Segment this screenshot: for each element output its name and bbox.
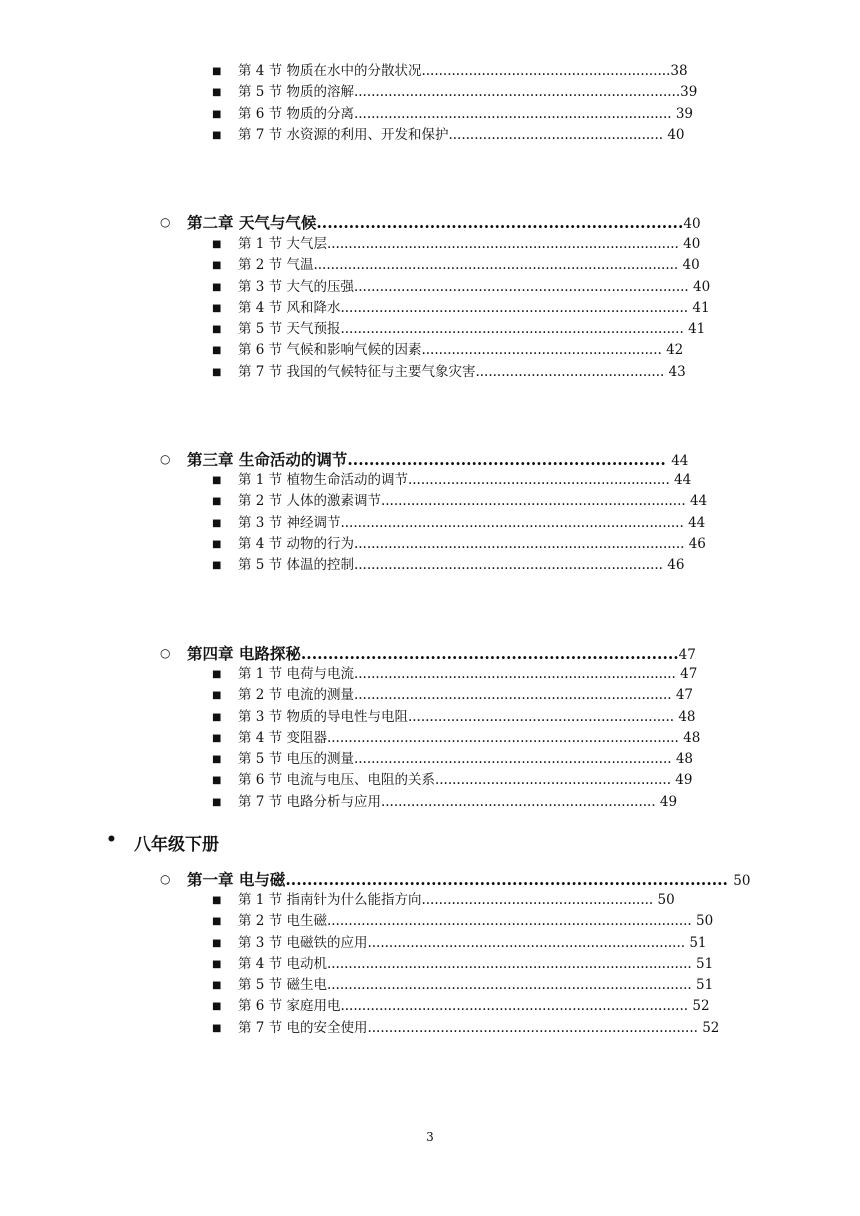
entry-page: 40 <box>683 236 701 252</box>
entry-page: 47 <box>675 687 694 704</box>
entry-title: 第 3 节 物质的导电性与电阻 <box>238 708 408 725</box>
toc-entry[interactable] <box>0 61 860 82</box>
square-bullet-icon: ■ <box>212 690 222 702</box>
toc-entry[interactable] <box>0 513 860 534</box>
square-bullet-icon: ■ <box>212 1022 222 1034</box>
square-bullet-icon: ■ <box>212 475 222 486</box>
chapter-title: 第三章 生命活动的调节 <box>187 450 348 469</box>
entry-title: 第 4 节 风和降水 <box>238 299 341 316</box>
chapter-block <box>0 867 860 892</box>
square-bullet-icon: ■ <box>212 895 222 906</box>
leader-dots: ................................................................................ <box>340 321 689 338</box>
entry-page: 39 <box>675 105 694 122</box>
chapter-page: 50 <box>733 873 751 889</box>
entry-page: 40 <box>682 257 700 274</box>
entry-page: 39 <box>680 84 698 101</box>
entry-title: 第 3 节 电磁铁的应用 <box>238 934 368 951</box>
entry-title: 第 4 节 变阻器 <box>238 729 327 746</box>
entry-page: 46 <box>667 557 685 574</box>
entry-page: 49 <box>659 793 678 810</box>
toc-entry[interactable] <box>0 792 860 813</box>
toc-entry[interactable] <box>0 749 860 770</box>
square-bullet-icon: ■ <box>212 937 222 949</box>
entry-page: 51 <box>696 955 714 972</box>
entry-title: 第 5 节 物质的溶解 <box>238 84 354 101</box>
entry-page: 40 <box>667 126 685 143</box>
leader-dots: .................................................................... <box>316 213 684 232</box>
entry-page: 44 <box>674 472 692 488</box>
leader-dots: ............................................................................ <box>353 84 681 101</box>
leader-dots: ....................................................................... <box>380 493 690 510</box>
square-bullet-icon: ■ <box>212 796 222 808</box>
page-number: 3 <box>426 1130 434 1144</box>
square-bullet-icon: ■ <box>212 129 222 141</box>
leader-dots: ...................................................................... <box>300 644 679 663</box>
leader-dots: ...................................................... <box>421 892 658 908</box>
chapter-page: 47 <box>678 647 696 663</box>
circle-bullet-icon: ○ <box>160 872 171 886</box>
circle-bullet-icon: ○ <box>160 646 171 660</box>
section-list-3 <box>0 470 860 576</box>
leader-dots: ..................................................................................... <box>313 257 683 274</box>
square-bullet-icon: ■ <box>212 754 222 766</box>
square-bullet-icon: ■ <box>212 560 222 572</box>
entry-title: 第 5 节 电压的测量 <box>238 751 354 768</box>
chapter-entry[interactable] <box>0 867 860 892</box>
toc-entry[interactable] <box>0 996 860 1017</box>
square-bullet-icon: ■ <box>212 324 222 336</box>
toc-entry[interactable] <box>0 234 860 255</box>
leader-dots: .............................................................................. <box>353 278 693 295</box>
entry-title: 第 1 节 指南针为什么能指方向 <box>238 892 422 908</box>
leader-dots: ........................................................ <box>421 342 667 359</box>
entry-title: 第 6 节 电流与电压、电阻的关系 <box>238 772 435 789</box>
entry-title: 第 3 节 大气的压强 <box>238 278 354 295</box>
square-bullet-icon: ■ <box>212 108 222 120</box>
toc-entry[interactable] <box>0 685 860 706</box>
entry-title: 第 5 节 体温的控制 <box>238 557 354 574</box>
toc-entry[interactable] <box>0 975 860 996</box>
square-bullet-icon: ■ <box>212 260 222 272</box>
circle-bullet-icon: ○ <box>160 215 171 229</box>
leader-dots: .......................................................................... <box>367 934 690 951</box>
toc-entry[interactable] <box>0 104 860 125</box>
leader-dots: .......................................................... <box>421 63 671 79</box>
square-bullet-icon: ■ <box>212 87 222 99</box>
entry-page: 49 <box>675 772 693 789</box>
entry-page: 40 <box>692 278 711 295</box>
toc-entry[interactable] <box>0 491 860 512</box>
square-bullet-icon: ■ <box>212 1001 222 1013</box>
circle-bullet-icon: ○ <box>160 452 171 466</box>
square-bullet-icon: ■ <box>212 517 222 529</box>
chapter-block <box>0 447 860 472</box>
entry-page: 38 <box>670 63 688 79</box>
entry-page: 52 <box>692 998 710 1015</box>
entry-title: 第 2 节 气温 <box>238 257 314 274</box>
leader-dots: ............................................................................. <box>353 535 689 552</box>
square-bullet-icon: ■ <box>212 732 222 744</box>
entry-title: 第 1 节 电荷与电流 <box>238 666 354 682</box>
toc-entry[interactable] <box>0 933 860 954</box>
square-bullet-icon: ■ <box>212 916 222 928</box>
square-bullet-icon: ■ <box>212 66 222 77</box>
entry-title: 第 6 节 气候和影响气候的因素 <box>238 342 422 359</box>
leader-dots: .................................................. <box>448 126 668 143</box>
square-bullet-icon: ■ <box>212 302 222 314</box>
toc-entry[interactable] <box>0 362 860 383</box>
entry-page: 48 <box>683 729 701 746</box>
square-bullet-icon: ■ <box>212 538 222 550</box>
toc-entry[interactable] <box>0 277 860 298</box>
section-list-4 <box>0 664 860 813</box>
toc-entry[interactable] <box>0 470 860 491</box>
entry-page: 44 <box>688 514 706 531</box>
toc-entry[interactable] <box>0 255 860 276</box>
toc-entry[interactable] <box>0 1018 860 1039</box>
toc-entry[interactable] <box>0 954 860 975</box>
section-list-5 <box>0 890 860 1039</box>
entry-page: 50 <box>696 913 714 930</box>
square-bullet-icon: ■ <box>212 345 222 357</box>
entry-page: 51 <box>696 977 714 994</box>
entry-page: 42 <box>666 342 684 359</box>
leader-dots: ........................................................... <box>347 450 672 469</box>
chapter-entry[interactable] <box>0 447 860 472</box>
leader-dots: ................................................................................. <box>340 998 693 1015</box>
square-bullet-icon: ■ <box>212 980 222 992</box>
toc-entry[interactable] <box>0 728 860 749</box>
disc-bullet-icon: • <box>106 830 117 850</box>
entry-page: 43 <box>668 363 686 380</box>
grade-title: 八年级下册 <box>134 835 219 855</box>
chapter-title: 第一章 电与磁 <box>187 870 286 889</box>
square-bullet-icon: ■ <box>212 669 222 680</box>
entry-page: 46 <box>688 535 706 552</box>
leader-dots: ..................................................................................... <box>326 955 697 972</box>
leader-dots: ............................................................. <box>407 472 675 488</box>
entry-title: 第 5 节 天气预报 <box>238 321 341 338</box>
entry-title: 第 2 节 电生磁 <box>238 913 327 930</box>
leader-dots: ................................................................................. <box>340 299 693 316</box>
section-list-1 <box>0 61 860 146</box>
square-bullet-icon: ■ <box>212 366 222 378</box>
entry-page: 50 <box>657 892 675 908</box>
toc-entry[interactable] <box>0 125 860 146</box>
square-bullet-icon: ■ <box>212 775 222 787</box>
leader-dots: .......................................................................... <box>353 687 676 704</box>
entry-page: 44 <box>689 493 708 510</box>
entry-page: 48 <box>678 708 696 725</box>
toc-entry[interactable] <box>0 298 860 319</box>
entry-title: 第 6 节 家庭用电 <box>238 998 341 1015</box>
entry-title: 第 4 节 电动机 <box>238 955 327 972</box>
entry-page: 52 <box>702 1019 720 1036</box>
leader-dots: ............................................ <box>475 363 669 380</box>
leader-dots: ............................................................................. <box>367 1019 703 1036</box>
leader-dots: ................................................................................ <box>340 514 689 531</box>
toc-entry[interactable] <box>0 770 860 791</box>
toc-entry[interactable] <box>0 82 860 103</box>
entry-title: 第 3 节 神经调节 <box>238 514 341 531</box>
toc-entry[interactable] <box>0 555 860 576</box>
entry-title: 第 4 节 动物的行为 <box>238 535 354 552</box>
entry-title: 第 7 节 水资源的利用、开发和保护 <box>238 126 449 143</box>
chapter-block <box>0 641 860 666</box>
toc-entry[interactable] <box>0 664 860 685</box>
square-bullet-icon: ■ <box>212 711 222 723</box>
toc-entry[interactable] <box>0 534 860 555</box>
entry-title: 第 2 节 人体的激素调节 <box>238 493 381 510</box>
square-bullet-icon: ■ <box>212 239 222 250</box>
chapter-block <box>0 210 860 235</box>
entry-page: 51 <box>689 934 707 951</box>
chapter-title: 第二章 天气与气候 <box>187 213 317 232</box>
chapter-page: 44 <box>671 453 689 469</box>
leader-dots: .................................................................................. <box>326 729 684 746</box>
leader-dots: .................................................................................. <box>326 236 684 252</box>
entry-title: 第 7 节 我国的气候特征与主要气象灾害 <box>238 363 476 380</box>
entry-page: 41 <box>688 321 706 338</box>
entry-title: 第 5 节 磁生电 <box>238 977 327 994</box>
toc-entry[interactable] <box>0 911 860 932</box>
chapter-entry[interactable] <box>0 641 860 666</box>
entry-page: 47 <box>680 666 698 682</box>
leader-dots: ..................................................................................... <box>326 913 697 930</box>
leader-dots: ..................................................................................... <box>326 977 697 994</box>
leader-dots: .................................................................................. <box>285 870 734 889</box>
entry-title: 第 4 节 物质在水中的分散状况 <box>238 63 422 79</box>
chapter-title: 第四章 电路探秘 <box>187 644 301 663</box>
toc-entry[interactable] <box>0 319 860 340</box>
entry-title: 第 6 节 物质的分离 <box>238 105 354 122</box>
leader-dots: ....................................................... <box>434 772 676 789</box>
leader-dots: ................................................................ <box>380 793 660 810</box>
leader-dots: .............................................................. <box>407 708 679 725</box>
leader-dots: ........................................................................ <box>353 557 668 574</box>
toc-entry[interactable] <box>0 340 860 361</box>
entry-title: 第 7 节 电路分析与应用 <box>238 793 381 810</box>
toc-entry[interactable] <box>0 707 860 728</box>
square-bullet-icon: ■ <box>212 281 222 293</box>
leader-dots: .......................................................................... <box>353 751 676 768</box>
chapter-entry[interactable] <box>0 210 860 235</box>
entry-page: 48 <box>675 751 694 768</box>
square-bullet-icon: ■ <box>212 496 222 508</box>
entry-title: 第 1 节 植物生命活动的调节 <box>238 472 408 488</box>
entry-page: 41 <box>692 299 710 316</box>
toc-entry[interactable] <box>0 890 860 911</box>
entry-title: 第 2 节 电流的测量 <box>238 687 354 704</box>
entry-title: 第 7 节 电的安全使用 <box>238 1019 368 1036</box>
leader-dots: ........................................................................... <box>353 666 681 682</box>
chapter-page: 40 <box>683 216 701 232</box>
leader-dots: .......................................................................... <box>353 105 676 122</box>
entry-title: 第 1 节 大气层 <box>238 236 327 252</box>
section-list-2 <box>0 234 860 383</box>
square-bullet-icon: ■ <box>212 958 222 970</box>
